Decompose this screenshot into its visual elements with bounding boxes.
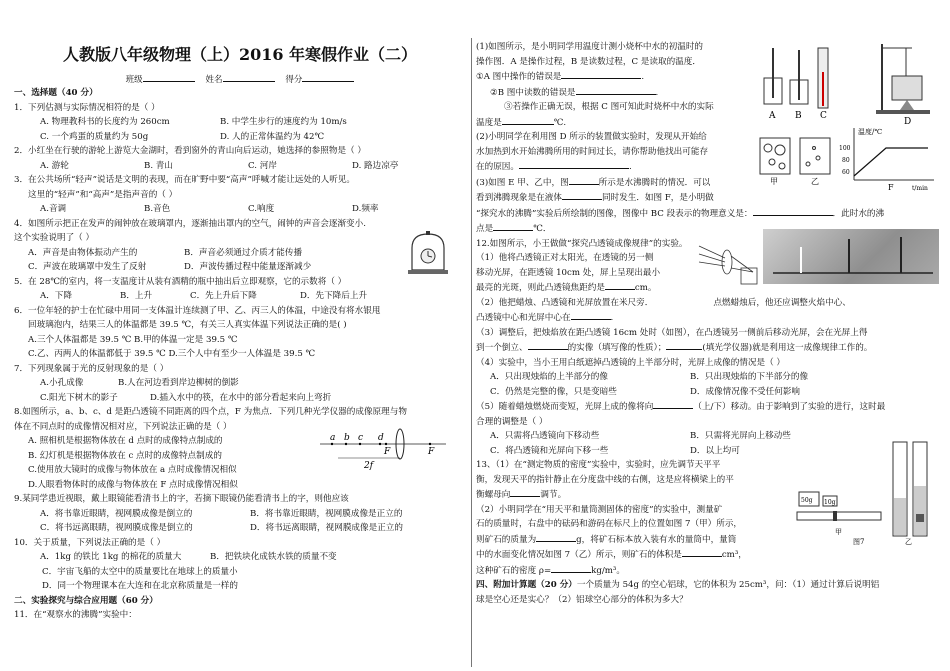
question-text: 2．小红坐在行驶的游轮上游览大金湖时，看到窗外的青山向后运动，她选择的参照物是（ ） — [14, 146, 366, 156]
question-text: 7．下列现象属于光的反射现象的是（ ） — [14, 363, 169, 374]
answer-line: （5）随着蜡烛燃烧而变短，光屏上成的像将向 （上/下）移动。由于影响到了实验的进行，这时最 — [476, 399, 938, 415]
lens-point-label: a — [330, 433, 336, 443]
option-row: C．仍然是完整的像，只是变暗些 D．成像情况像不受任何影响 — [490, 386, 801, 397]
svg-text:图7: 图7 — [853, 538, 865, 546]
question-text: 这个实验说明了（ ） — [14, 233, 95, 243]
question-text: 合理的调整是（ ） — [476, 416, 548, 427]
column-divider — [471, 38, 472, 667]
lens-point-label: d — [378, 433, 384, 443]
section-heading: 二、实验探究与综合应用题（60 分） — [14, 595, 158, 606]
optical-bench-photo — [763, 229, 939, 284]
svg-text:甲: 甲 — [835, 528, 842, 536]
answer-line: 到一个倒立、 的实像（填写像的性质）； (填光学仪器)就是利用这一成像规律工作的。 — [476, 340, 938, 356]
boiling-apparatus-figure — [872, 40, 934, 126]
page-title: 人教版八年级物理（上）2016 年寒假作业（二） — [62, 45, 418, 64]
lens-point-dot — [379, 443, 381, 445]
svg-text:50g: 50g — [801, 497, 813, 504]
question-text: 13、（1）在“测定物质的密度”实验中，实验时，应先调节天平平 — [476, 460, 721, 470]
left-column — [14, 86, 466, 671]
svg-text:温度/℃: 温度/℃ — [858, 128, 883, 136]
option-row: A．1kg 的铁比 1kg 的棉花的质量大 B．把铁块化成铁水铁的质量不变 — [40, 552, 337, 562]
question-text: 这里的“轻声”和“高声”是指声音的（ ） — [28, 189, 178, 200]
thermometer-reading-figure — [760, 42, 844, 126]
question-text: （3）调整后，把烛焰放在距凸透镜 16cm 处时（如图），在凸透镜另一侧前后移动光屏，会在光屏上得 — [476, 327, 868, 338]
question-text: （4）实验中，当小王用白纸遮掉凸透镜的上半部分时，光屏上成像的情况是（ ） — [476, 357, 785, 368]
option-row: A.音调 B.音色 C.响度 D.频率 — [40, 204, 379, 214]
answer-line: “探究水的沸腾”实验后所绘制的图像，图像中 BC 段表示的物理意义是： ．此时水的沸 — [476, 206, 938, 222]
question-text: 4．如图所示把正在发声的闹钟放在玻璃罩内，逐渐抽出罩内的空气，闹钟的声音会逐渐变小. — [14, 218, 366, 229]
question-text: 3．在公共场所“轻声”说话是文明的表现，而在旷野中要“高声”呼喊才能让远处的人听见。 — [14, 175, 356, 185]
svg-text:C: C — [820, 111, 827, 121]
question-text: 11．在“观察水的沸腾”实验中： — [14, 610, 137, 620]
option-row: A．将书靠近眼睛，视网膜成像是倒立的 B．将书靠近眼睛，视网膜成像是正立的 — [40, 508, 403, 519]
lens-point-dot — [385, 443, 387, 445]
lens-point-label: F — [384, 447, 391, 457]
lens-point-dot — [331, 443, 333, 445]
option-line: C．宇宙飞船的太空中的质量要比在地球上的质量小 — [42, 566, 238, 577]
svg-text:60: 60 — [842, 169, 850, 176]
answer-line: 这种矿石的密度 ρ= kg/m³。 — [476, 563, 938, 579]
student-info-line: 班级 姓名 得分 — [14, 72, 466, 85]
question-text: 12.如图所示，小王做做“探究凸透镜成像规律”的实验。 — [476, 238, 688, 249]
question-text: 石的质量时，右盘中的砝码和游码在标尺上的位置如图 7（甲）所示， — [476, 519, 743, 529]
answer-line: 衡螺母向 调节。 — [476, 487, 938, 503]
svg-text:10g: 10g — [824, 499, 836, 506]
lens-point-dot — [345, 443, 347, 445]
lens-diagram-figure — [318, 428, 448, 472]
svg-text:乙: 乙 — [811, 177, 819, 186]
option-row: A. 游轮 B. 青山 C. 河岸 D. 路边凉亭 — [40, 160, 399, 171]
svg-text:甲: 甲 — [770, 177, 778, 186]
question-text: 10．关于质量，下列说法正确的是（ ） — [14, 537, 166, 548]
temperature-time-graph — [838, 124, 938, 194]
option-row: A.小孔成像 B.人在河边看到岸边柳树的倒影 — [40, 378, 239, 388]
question-text: (1)如图所示，是小明同学用温度计测小烧杯中水的初温时的 — [476, 42, 704, 52]
answer-line: 凸透镜中心和光屏中心在 . — [476, 310, 938, 326]
question-text: 移动光屏，在距透镜 10cm 处，屏上呈现出最小 — [476, 267, 661, 278]
question-text: 5．在 28℃的室内，将一支温度计从装有酒精的瓶中抽出后立即观察，它的示数将（ ） — [14, 276, 347, 287]
option-row: C．声波在玻璃罩中发生了反射 D．声波传播过程中能量逐渐减少 — [28, 262, 312, 272]
question-text: 1．下列估测与实际情况相符的是（ ） — [14, 102, 160, 113]
question-text: 9.某同学患近视眼，戴上眼镜能看清书上的字，若摘下眼镜仍能看清书上的字，则他应该 — [14, 494, 349, 504]
option-row: A．声音是由物体振动产生的 B．声音必须通过介质才能传播 — [28, 247, 303, 258]
option-row: A. 物理教科书的长度约为 260cm B. 中学生步行的速度约为 10m/s — [40, 117, 347, 127]
answer-line: 在的原因。 . — [476, 159, 938, 175]
bell-jar-figure — [404, 230, 452, 276]
question-text: 8.如图所示，a、b、c、d 是距凸透镜不同距离的四个点，F 为焦点．下列几种光学仪器的成像原理与物 — [14, 407, 407, 417]
lens-point-dot — [359, 443, 361, 445]
svg-text:乙: 乙 — [905, 538, 912, 546]
question-text: ③若操作正确无误，根据 C 图可知此时烧杯中水的实际 — [504, 102, 714, 112]
question-text: 水加热到水开始沸腾所用的时间过长，请你帮助他找出可能存 — [476, 146, 709, 157]
answer-line: 最亮的光斑，则此凸透镜焦距约是 cm。 — [476, 280, 938, 296]
svg-text:A: A — [769, 111, 776, 121]
question-text: A.三个人体温都是 39.5 ℃ B.甲的体温一定是 39.5 ℃ — [28, 334, 238, 345]
option-row: C. 一个鸡蛋的质量约为 50g D. 人的正常体温约为 42℃ — [40, 131, 325, 142]
svg-text:80: 80 — [842, 157, 850, 164]
lens-sunlight-figure — [697, 238, 759, 290]
question-text: 6．一位年轻的护士在忙碌中用同一支体温计连续测了甲、乙、丙三人的体温，中途没有将水银甩 — [14, 305, 381, 316]
boiling-bubbles-figure — [756, 130, 836, 190]
option-line: C.使用放大镜时的成像与物体放在 a 点时成像情况相似 — [28, 465, 237, 475]
question-text: 操作图．A 是操作过程，B 是读数过程，C 是读取的温度． — [476, 56, 701, 67]
answer-line: 温度是 ℃. — [476, 115, 938, 131]
svg-text:t/min: t/min — [912, 185, 928, 192]
lens-point-label: b — [344, 433, 350, 443]
option-line: A. 照相机是根据物体放在 d 点时的成像特点制成的 — [28, 436, 223, 446]
question-text: （2）小明同学在“用天平和量筒测固体的密度”的实验中，测量矿 — [476, 504, 723, 515]
lens-point-label: c — [358, 433, 364, 443]
balance-cylinder-figure — [793, 438, 935, 548]
option-line: D．同一个物理课本在大连和在北京称质量是一样的 — [42, 581, 238, 591]
option-row: A．只需将凸透镜向下移动些 B．只需将光屏向上移动些 — [490, 431, 791, 441]
section-heading: 一、选择题（40 分） — [14, 88, 98, 98]
question-text: 回玻璃泡内，结果三人的体温都是 39.5 ℃，有关三人真实体温下列说法正确的是( ) — [28, 320, 347, 330]
option-row: A．下降 B．上升 C．先上升后下降 D．先下降后上升 — [40, 291, 368, 301]
question-text: （1）他将凸透镜正对太阳光，在透镜的另一侧 — [476, 253, 654, 263]
svg-text:B: B — [795, 111, 802, 121]
lens-point-label: F — [428, 447, 435, 457]
question-text: 衡，发现天平的指针静止在分度盘中线的右侧，这是应将横梁上的平 — [476, 474, 734, 485]
answer-line: 中的水面变化情况如图 7（乙）所示，则矿石的体积是 cm³， — [476, 547, 938, 563]
option-row: C．将凸透镜和光屏向下移一些 D．以上均可 — [490, 445, 740, 456]
option-line: D.人眼看物体时的成像与物体放在 F 点时成像情况相似 — [28, 479, 238, 490]
svg-text:D: D — [904, 117, 912, 126]
question-text: 四、附加计算题（20 分）一个质量为 54g 的空心铝球，它的体积为 25cm³，问：（1）通过计算后说明铝 — [476, 580, 880, 590]
lens-point-dot — [429, 443, 431, 445]
twice-focal-label: 2f — [364, 461, 374, 471]
question-text: C.乙、丙两人的体温都低于 39.5 ℃ D.三个人中有至少一人体温是 39.5 ℃ — [28, 349, 316, 359]
answer-line: ①A 图中操作的错误是 . — [476, 69, 938, 85]
answer-line: ②B 图中读数的错误是 . — [476, 85, 938, 101]
question-text: (2)小明同学在利用图 D 所示的装置做实验时，发现从开始给 — [476, 132, 707, 142]
option-row: C．将书远离眼睛，视网膜成像是倒立的 D．将书远离眼睛，视网膜成像是正立的 — [40, 523, 403, 533]
answer-line: 则矿石的质量为 g，将矿石标本放入装有水的量筒中，量筒 — [476, 532, 938, 548]
answer-line: 看到沸腾现象是在液体 同时发生．如图 F，是小明做 — [476, 190, 938, 206]
svg-text:100: 100 — [839, 145, 851, 152]
svg-text:F: F — [888, 183, 894, 192]
option-row: A．只出现烛焰的上半部分的像 B．只出现烛焰的下半部分的像 — [490, 372, 809, 382]
answer-line: 点是 ℃． — [476, 221, 938, 237]
question-text: 体在不同点时的成像情况相对应，下列说法正确的是（ ） — [14, 421, 232, 432]
answer-line: (3)如图 E 甲、乙中，图 所示是水沸腾时的情况．可以 — [476, 175, 938, 191]
option-line: B. 幻灯机是根据物体放在 c 点时的成像特点制成的 — [28, 450, 222, 461]
option-row: C.阳光下树木的影子 D.插入水中的筷，在水中的部分看起来向上弯折 — [40, 392, 332, 403]
question-text: 球是空心还是实心？（2）铝球空心部分的体积为多大？ — [476, 594, 688, 605]
question-text: （2）他把蜡烛、凸透镜和光屏放置在米尺旁． 点燃蜡烛后，他还应调整火焰中心、 — [476, 297, 851, 308]
